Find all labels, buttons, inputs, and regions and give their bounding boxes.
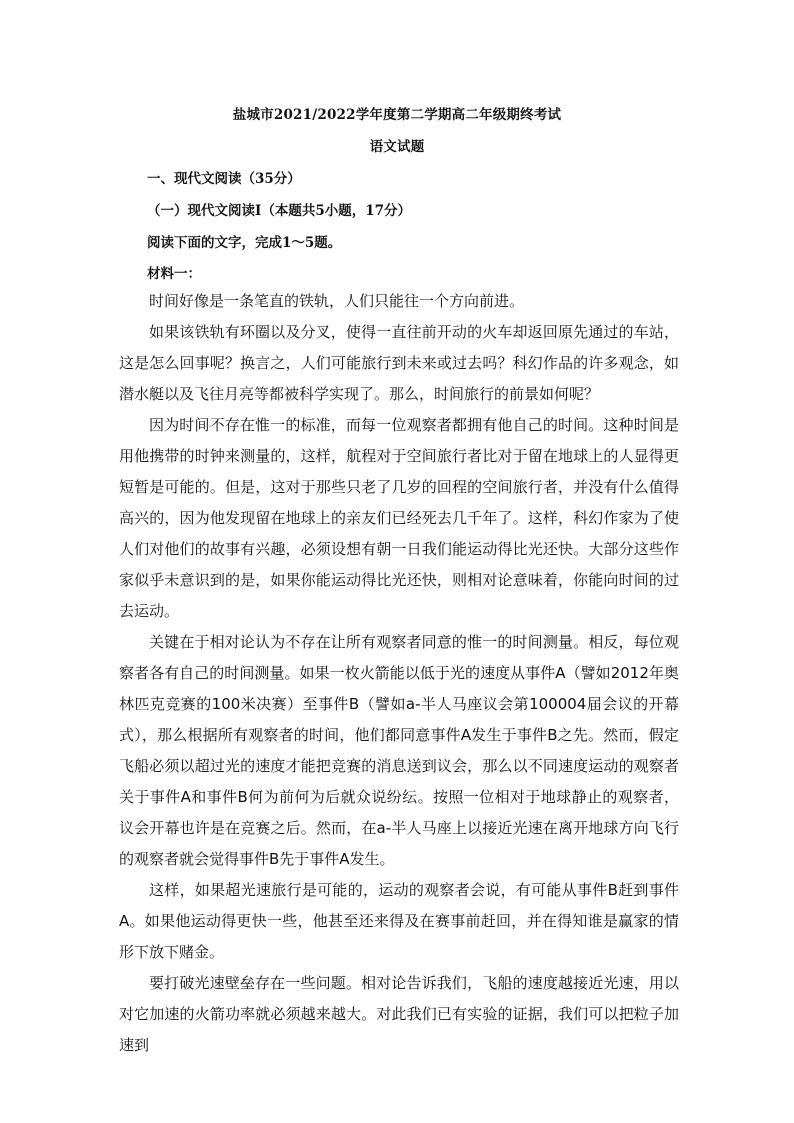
reading-instruction: 阅读下面的文字，完成1～5题。: [147, 235, 342, 251]
paragraph: 要打破光速壁垒存在一些问题。相对论告诉我们，飞船的速度越接近光速，用以对它加速的火箭功率就必须越来越大。对此我们已有实验的证据，我们可以把粒子加速到: [119, 974, 679, 1054]
subject-title: 语文试题: [369, 139, 425, 155]
paragraph: 关键在于相对论认为不存在让所有观察者同意的惟一的时间测量。相反，每位观察者各有自己的时间测量。如果一枚火箭能以低于光的速度从事件A（譬如2012年奥林匹克竞赛的100米决赛）至事件B（譬如a-半人马座议会第100004届会议的开幕式），那么根据所有观察者的时间，他们都同意事件A发生于事件B之先。然而，假定飞船必须以超过光的速度才能把竞赛的消息送到议会，那么以不同速度运动的观察者关于事件A和事件B何为前何为后就众说纷纭。按照一位相对于地球静止的观察者，议会开幕也许是在竞赛之后。然而，在a-半人马座上以接近光速在离开地球方向飞行的观察者就会觉得事件B先于事件A发生。: [119, 633, 679, 868]
paragraph: 如果该铁轨有环圈以及分叉，使得一直往前开动的火车却返回原先通过的车站，这是怎么回事呢？换言之，人们可能旅行到未来或过去吗？科幻作品的许多观念，如潜水艇以及飞往月亮等都被科学实现了。那么，时间旅行的前景如何呢？: [119, 323, 679, 403]
paragraph: 时间好像是一条笔直的铁轨，人们只能往一个方向前进。: [149, 292, 525, 310]
subsection-heading: （一）现代文阅读Ⅰ（本题共5小题，17分）: [147, 203, 411, 219]
paragraph: 这样，如果超光速旅行是可能的，运动的观察者会说，有可能从事件B赶到事件A。如果他运动得更快一些，他甚至还来得及在赛事前赶回，并在得知谁是赢家的情形下放下赌金。: [119, 881, 679, 961]
passage-body: [119, 286, 679, 1061]
paragraph: 因为时间不存在惟一的标准，而每一位观察者都拥有他自己的时间。这种时间是用他携带的时钟来测量的，这样，航程对于空间旅行者比对于留在地球上的人显得更短暂是可能的。但是，这对于那些只老了几岁的回程的空间旅行者，并没有什么值得高兴的，因为他发现留在地球上的亲友们已经死去几千年了。这样，科幻作家为了使人们对他们的故事有兴趣，必须设想有朝一日我们能运动得比光还快。大部分这些作家似乎未意识到的是，如果你能运动得比光还快，则相对论意味着，你能向时间的过去运动。: [119, 416, 679, 620]
exam-title: 盐城市2021/2022学年度第二学期高二年级期终考试: [232, 107, 562, 123]
section-heading: 一、现代文阅读（35分）: [147, 171, 301, 187]
material-label: 材料一：: [147, 266, 201, 282]
